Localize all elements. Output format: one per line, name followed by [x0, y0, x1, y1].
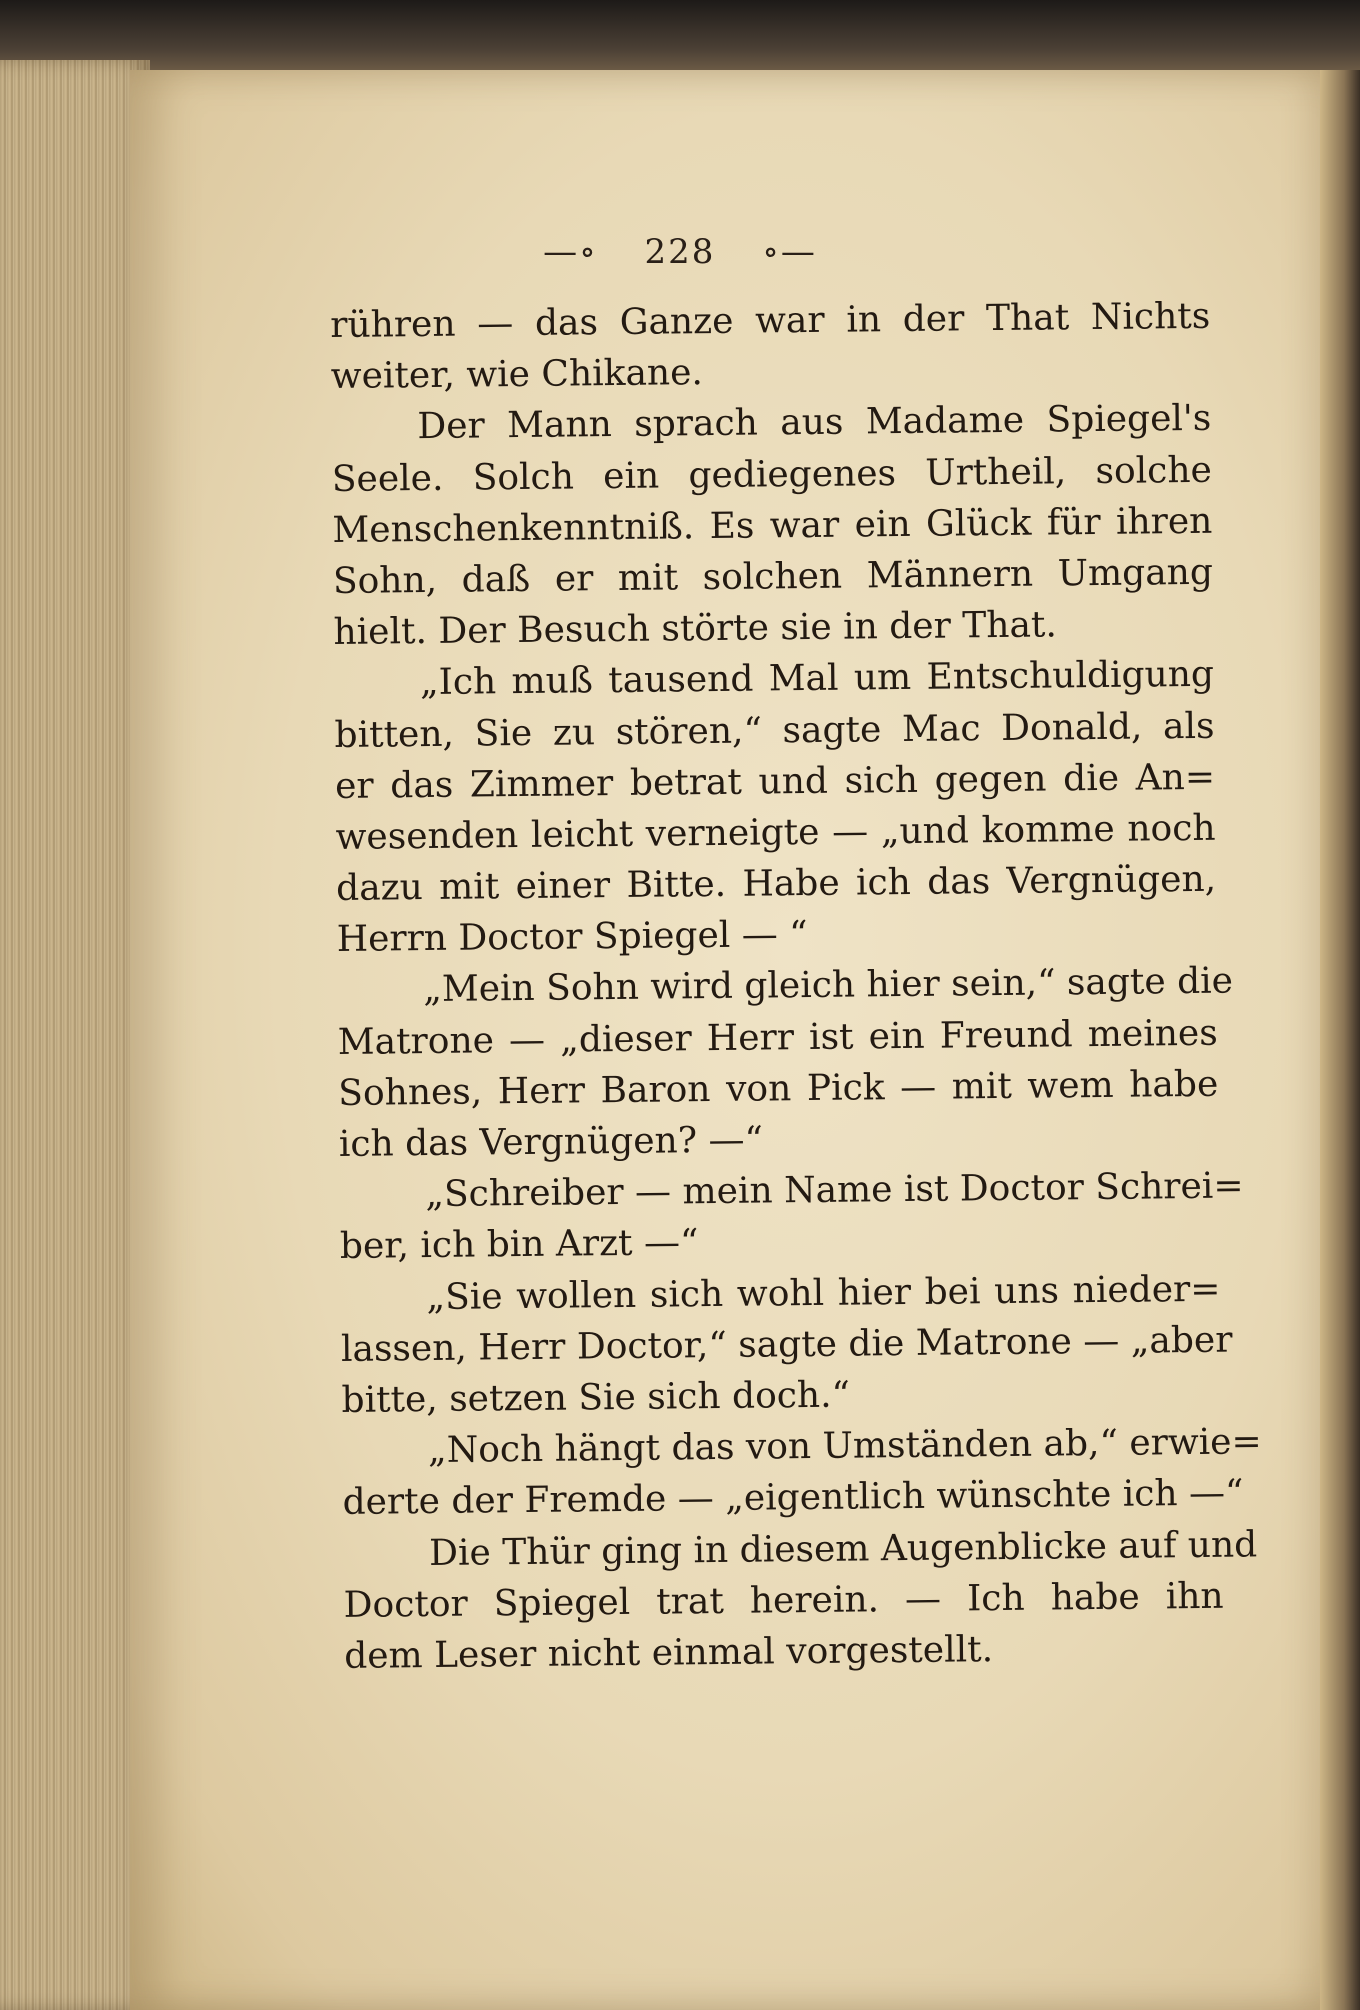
text-line: Der Mann sprach aus Madame Spiegel's [417, 398, 1212, 448]
text-line: weiter, wie Chikane. [330, 352, 704, 398]
text-line: Sohn, daß er mit solchen Männern Umgang [332, 551, 1214, 602]
text-line: „Ich muß tausend Mal um Entschuldigung [419, 654, 1215, 704]
text-line: derte der Fremde — „eigentlich wünschte ich —“ [342, 1472, 1244, 1524]
text-line: Die Thür ging in diesem Augenblicke auf und [428, 1523, 1258, 1574]
text-line: bitte, setzen Sie sich doch.“ [341, 1374, 851, 1421]
text-line: dazu mit einer Bitte. Habe ich das Vergnügen, [335, 858, 1217, 910]
page-number: 228 [644, 232, 716, 272]
text-line: er das Zimmer betrat und sich gegen die An= [334, 756, 1216, 807]
text-line: Matrone — „dieser Herr ist ein Freund meines [337, 1012, 1218, 1063]
page-gutter-shadow [1320, 70, 1360, 2010]
text-line: Seele. Solch ein gediegenes Urtheil, solche [331, 449, 1213, 500]
text-line: ich das Vergnügen? —“ [338, 1119, 764, 1165]
header-ornament-left: —∘ [543, 232, 598, 272]
text-line: Menschenkenntniß. Es war ein Glück für ihren [332, 500, 1213, 551]
text-line: Sohnes, Herr Baron von Pick — mit wem habe [338, 1063, 1219, 1114]
text-line: Doctor Spiegel trat herein. — Ich habe ihn [343, 1575, 1224, 1626]
page-header [0, 232, 1360, 272]
text-line: bitten, Sie zu stören,“ sagte Mac Donald, als [334, 705, 1215, 756]
text-line: hielt. Der Besuch störte sie in der That. [333, 604, 1058, 654]
text-line: lassen, Herr Doctor,“ sagte die Matrone — „aber [340, 1319, 1233, 1370]
book-top-edge [0, 0, 1360, 70]
text-line: wesenden leicht verneigte — „und komme noch [335, 807, 1216, 858]
page-stack-edges [0, 60, 150, 2010]
header-ornament-right: ∘— [762, 232, 817, 272]
text-line: Herrn Doctor Spiegel — “ [336, 914, 808, 961]
text-line: „Noch hängt das von Umständen ab,“ erwie= [427, 1421, 1262, 1472]
text-line: „Mein Sohn wird gleich hier sein,“ sagte die [423, 961, 1234, 1011]
text-line: „Sie wollen sich wohl hier bei uns nieder= [426, 1268, 1221, 1318]
text-line: dem Leser nicht einmal vorgestellt. [343, 1629, 994, 1677]
body-text [330, 291, 1262, 1682]
text-line: ber, ich bin Arzt —“ [339, 1222, 699, 1268]
text-line: „Schreiber — mein Name ist Doctor Schrei= [425, 1165, 1244, 1216]
text-line: rühren — das Ganze war in der That Nichts [330, 295, 1211, 346]
